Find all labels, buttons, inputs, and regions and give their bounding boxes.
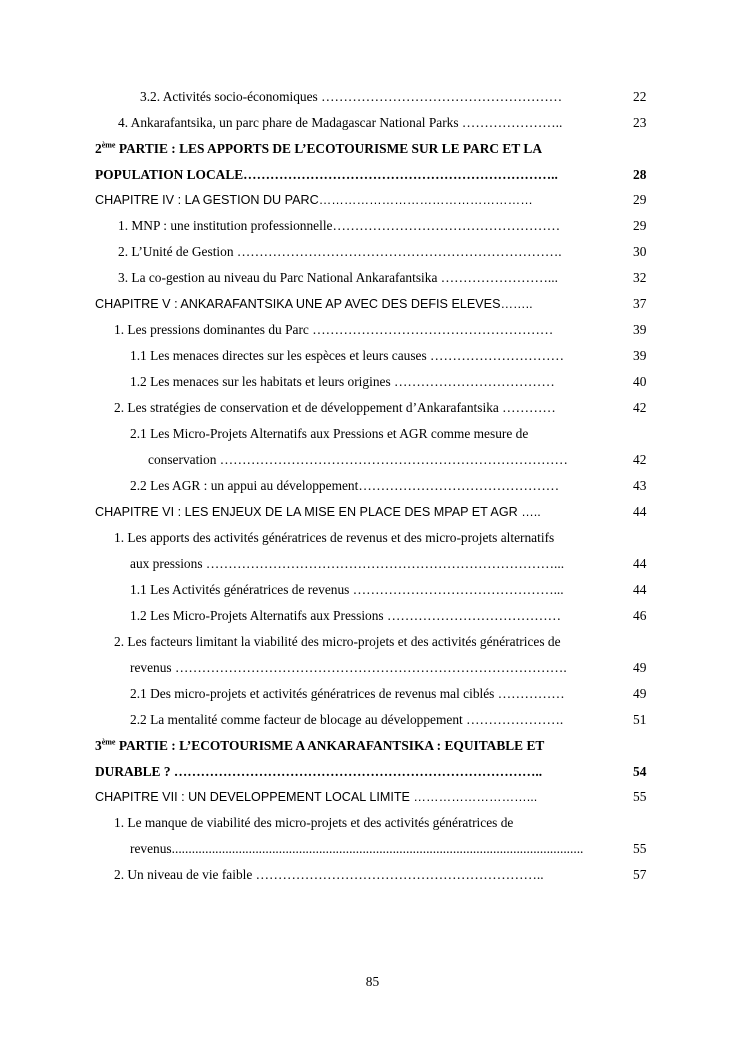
toc-entry-title: 3.2. Activités socio-économiques ……………………………………………… <box>140 89 563 104</box>
toc-entry-page: 39 <box>633 322 647 337</box>
toc-entry <box>0 631 745 653</box>
toc-chapter <box>0 293 745 315</box>
toc-entry-title: 1.1 Les Activités génératrices de revenus ………………………………………... <box>130 582 564 597</box>
toc-entry-title: 2. Les facteurs limitant la viabilité des micro-projets et des activités génératrices de <box>114 634 561 649</box>
toc-entry-title <box>95 138 542 160</box>
toc-entry <box>0 112 745 134</box>
toc-chapter <box>0 501 745 523</box>
toc-entry-title: 2.2 Les AGR : un appui au développement……………………………………… <box>130 478 560 493</box>
toc-subentry <box>0 709 745 731</box>
part-number: 3 <box>95 738 102 753</box>
toc-entry-title: CHAPITRE VII : UN DEVELOPPEMENT LOCAL LIMITE ………………………... <box>95 790 538 804</box>
toc-entry-page: 44 <box>633 504 647 519</box>
toc-entry-page: 42 <box>633 452 647 467</box>
part-ordinal-suffix: ème <box>101 140 116 150</box>
toc-subentry <box>0 579 745 601</box>
toc-entry-page: 42 <box>633 400 647 415</box>
toc-entry-title: 2. Un niveau de vie faible ……………………………………………………….. <box>114 867 544 882</box>
toc-entry-page: 23 <box>633 115 647 130</box>
toc-subentry <box>0 683 745 705</box>
toc-entry <box>0 864 745 886</box>
toc-entry-page: 55 <box>633 841 647 856</box>
part-number: 2 <box>95 141 102 156</box>
toc-entry <box>0 319 745 341</box>
toc-entry <box>0 86 745 108</box>
toc-entry-page: 22 <box>633 89 647 104</box>
toc-part-heading-continued <box>0 164 745 186</box>
toc-entry-title: CHAPITRE IV : LA GESTION DU PARC…………………………………………… <box>95 193 533 207</box>
toc-part-heading <box>0 138 745 160</box>
part-title: PARTIE : LES APPORTS DE L’ECOTOURISME SUR LE PARC ET LA <box>115 141 542 156</box>
toc-subentry <box>0 345 745 367</box>
toc-entry-continued <box>0 838 745 860</box>
toc-entry-continued <box>0 553 745 575</box>
toc-entry-title: conservation …………………………………………………………………… <box>148 452 568 467</box>
part-ordinal-suffix: ème <box>101 737 116 747</box>
toc-part-heading-continued <box>0 761 745 783</box>
toc-subentry-continued <box>0 449 745 471</box>
toc-entry-title: 2. Les stratégies de conservation et de développement d’Ankarafantsika ………… <box>114 400 556 415</box>
toc-entry-page: 37 <box>633 296 647 311</box>
toc-entry-title: 1. Les pressions dominantes du Parc ……………………………………………… <box>114 322 554 337</box>
toc-entry-page: 55 <box>633 789 647 804</box>
part-title: PARTIE : L’ECOTOURISME A ANKARAFANTSIKA : EQUITABLE ET <box>115 738 545 753</box>
toc-entry-title: CHAPITRE VI : LES ENJEUX DE LA MISE EN PLACE DES MPAP ET AGR ….. <box>95 505 541 519</box>
toc-subentry <box>0 475 745 497</box>
toc-entry <box>0 267 745 289</box>
toc-entry-title: 2.1 Des micro-projets et activités génératrices de revenus mal ciblés …………… <box>130 686 565 701</box>
toc-subentry <box>0 371 745 393</box>
toc-entry-title: 1.2 Les Micro-Projets Alternatifs aux Pressions ………………………………… <box>130 608 562 623</box>
toc-entry <box>0 215 745 237</box>
toc-entry-page: 54 <box>633 764 647 779</box>
toc-entry-title: 2. L’Unité de Gestion ………………………………………………………………. <box>118 244 562 259</box>
toc-entry-page: 32 <box>633 270 647 285</box>
toc-entry-page: 43 <box>633 478 647 493</box>
toc-subentry <box>0 605 745 627</box>
toc-entry-title: revenus ……………………………………………………………………………. <box>130 660 567 675</box>
toc-entry-continued <box>0 657 745 679</box>
toc-entry-title: 1.1 Les menaces directes sur les espèces et leurs causes ………………………… <box>130 348 564 363</box>
toc-entry-title: 4. Ankarafantsika, un parc phare de Madagascar National Parks ………………….. <box>118 115 563 130</box>
toc-entry-title: 1. Les apports des activités génératrices de revenus et des micro-projets alternatifs <box>114 530 555 545</box>
page-number: 85 <box>365 974 380 989</box>
toc-entry-page: 29 <box>633 218 647 233</box>
toc-entry-title: revenus........................................................................................................................... <box>130 841 584 856</box>
toc-entry-title: CHAPITRE V : ANKARAFANTSIKA UNE AP AVEC DES DEFIS ELEVES…….. <box>95 297 533 311</box>
toc-entry <box>0 812 745 834</box>
toc-entry-page: 57 <box>633 867 647 882</box>
toc-entry-page: 30 <box>633 244 647 259</box>
toc-entry-title: POPULATION LOCALE…………………………………………………………….. <box>95 167 558 182</box>
toc-entry-page: 49 <box>633 686 647 701</box>
toc-entry-title: 2.2 La mentalité comme facteur de blocage au développement …………………. <box>130 712 564 727</box>
toc-chapter <box>0 189 745 211</box>
toc-entry-page: 46 <box>633 608 647 623</box>
toc-entry <box>0 527 745 549</box>
toc-entry-title: 1.2 Les menaces sur les habitats et leurs origines ……………………………… <box>130 374 555 389</box>
toc-entry-title: 1. MNP : une institution professionnelle…………………………………………… <box>118 218 561 233</box>
toc-entry-page: 28 <box>633 167 647 182</box>
toc-entry-title: aux pressions ……………………………………………………………………... <box>130 556 565 571</box>
toc-entry-page: 44 <box>633 582 647 597</box>
toc-entry-title: 1. Le manque de viabilité des micro-projets et des activités génératrices de <box>114 815 514 830</box>
toc-entry-page: 40 <box>633 374 647 389</box>
toc-chapter <box>0 786 745 808</box>
toc-entry-title <box>95 735 544 757</box>
toc-entry-page: 39 <box>633 348 647 363</box>
toc-entry-title: DURABLE ? ……………………………………………………………………….. <box>95 764 543 779</box>
toc-entry <box>0 397 745 419</box>
toc-entry-page: 49 <box>633 660 647 675</box>
toc-entry-title: 2.1 Les Micro-Projets Alternatifs aux Pressions et AGR comme mesure de <box>130 426 529 441</box>
toc-entry-page: 44 <box>633 556 647 571</box>
toc-entry-page: 51 <box>633 712 647 727</box>
toc-entry-title: 3. La co-gestion au niveau du Parc National Ankarafantsika ……………………... <box>118 270 558 285</box>
toc-part-heading <box>0 735 745 757</box>
toc-subentry <box>0 423 745 445</box>
toc-entry-page: 29 <box>633 192 647 207</box>
toc-entry <box>0 241 745 263</box>
